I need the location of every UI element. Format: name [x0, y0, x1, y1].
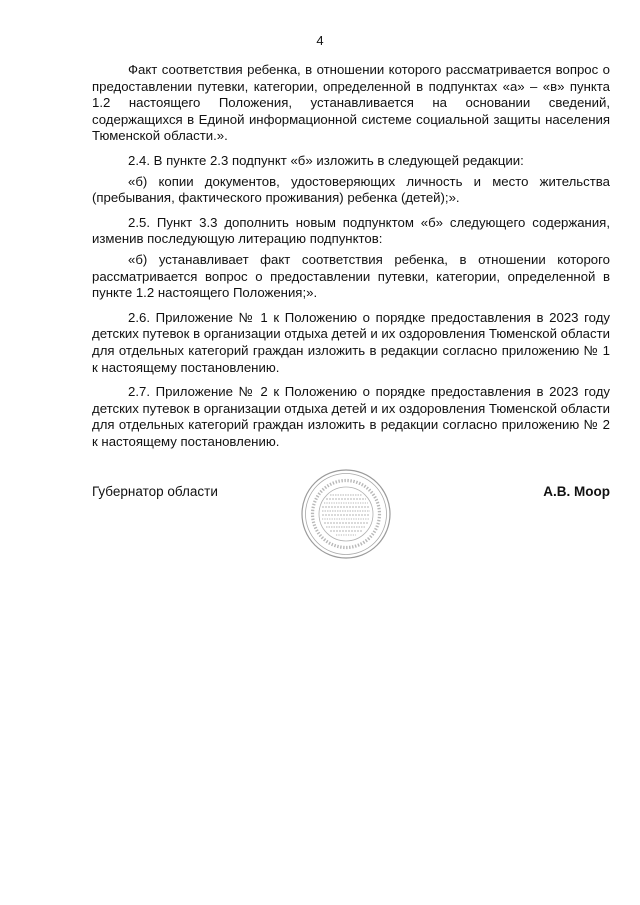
paragraph-2-7: 2.7. Приложение № 2 к Положению о порядке предоставления в 2023 году детских путевок в организации отдыха детей и их оздоровления Тюменской области для отдельных категорий граждан изложить в редакции согласно приложению № 2 к настоящему постановлению. — [92, 384, 610, 449]
signatory-name: А.В. Моор — [543, 484, 610, 499]
paragraph-2-5: 2.5. Пункт 3.3 дополнить новым подпунктом «б» следующего содержания, изменив последующую литерацию подпунктов: — [92, 214, 610, 247]
signatory-title: Губернатор области — [92, 484, 218, 499]
paragraph-2-4-text: «б) копии документов, удостоверяющих личность и место жительства (пребывания, фактического проживания) ребенка (детей);». — [92, 173, 610, 206]
paragraph-2-5-text: «б) устанавливает факт соответствия ребенка, в отношении которого рассматривается вопрос о предоставлении путевки, категории, определенной в пункте 1.2 настоящего Положения;». — [92, 251, 610, 301]
official-seal-stamp — [300, 468, 392, 560]
page-number: 4 — [316, 33, 324, 48]
paragraph-fact-correspondence: Факт соответствия ребенка, в отношении которого рассматривается вопрос о предоставлении путевки, категории, определенной в подпунктах «а» – «в» пункта 1.2 настоящего Положения, устанавливается на основании сведений, содержащихся в Единой информационной системе социальной защиты населения Тюменской области.». — [92, 62, 610, 144]
paragraph-2-6: 2.6. Приложение № 1 к Положению о порядке предоставления в 2023 году детских путевок в организации отдыха детей и их оздоровления Тюменской области для отдельных категорий граждан изложить в редакции согласно приложению № 1 к настоящему постановлению. — [92, 309, 610, 375]
paragraph-2-4: 2.4. В пункте 2.3 подпункт «б» изложить в следующей редакции: — [128, 152, 524, 168]
document-body — [92, 62, 610, 458]
